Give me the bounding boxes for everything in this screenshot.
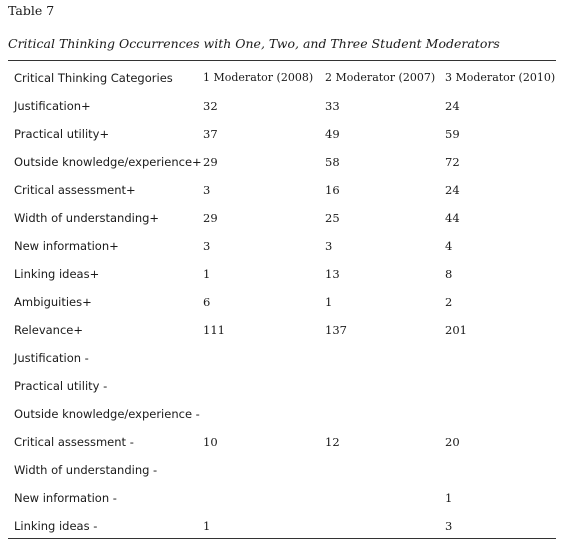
- category-cell: Practical utility -: [14, 379, 108, 393]
- table-row: [0, 209, 568, 229]
- table-row: [0, 293, 568, 313]
- table-row: [0, 377, 568, 397]
- category-cell: Relevance+: [14, 323, 83, 337]
- table-bottom-rule: [8, 538, 556, 539]
- table-title: Critical Thinking Occurrences with One, Two, and Three Student Moderators: [8, 36, 500, 51]
- value-cell-3-moderator: 20: [445, 435, 460, 449]
- category-cell: Practical utility+: [14, 127, 110, 141]
- table-row: [0, 181, 568, 201]
- column-header-category: Critical Thinking Categories: [14, 71, 173, 85]
- value-cell-2-moderator: 58: [325, 155, 340, 169]
- table-row: [0, 125, 568, 145]
- value-cell-2-moderator: 25: [325, 211, 340, 225]
- column-header-3-moderator: 3 Moderator (2010): [445, 71, 556, 84]
- value-cell-3-moderator: 8: [445, 267, 453, 281]
- value-cell-1-moderator: 37: [203, 127, 218, 141]
- table-row: [0, 461, 568, 481]
- category-cell: Critical assessment+: [14, 183, 136, 197]
- table-row: [0, 97, 568, 117]
- table-row: [0, 237, 568, 257]
- value-cell-2-moderator: 1: [325, 295, 333, 309]
- value-cell-3-moderator: 24: [445, 183, 460, 197]
- value-cell-3-moderator: 4: [445, 239, 453, 253]
- value-cell-3-moderator: 3: [445, 519, 453, 533]
- value-cell-2-moderator: 13: [325, 267, 340, 281]
- value-cell-1-moderator: 29: [203, 155, 218, 169]
- category-cell: Width of understanding+: [14, 211, 160, 225]
- category-cell: Ambiguities+: [14, 295, 92, 309]
- value-cell-2-moderator: 49: [325, 127, 340, 141]
- category-cell: New information+: [14, 239, 119, 253]
- value-cell-3-moderator: 2: [445, 295, 453, 309]
- value-cell-1-moderator: 3: [203, 239, 211, 253]
- category-cell: Critical assessment -: [14, 435, 134, 449]
- table-header-row: [0, 69, 568, 89]
- table-row: [0, 517, 568, 537]
- value-cell-3-moderator: 44: [445, 211, 460, 225]
- category-cell: Justification+: [14, 99, 91, 113]
- category-cell: New information -: [14, 491, 117, 505]
- table-row: [0, 489, 568, 509]
- value-cell-2-moderator: 12: [325, 435, 340, 449]
- column-header-2-moderator: 2 Moderator (2007): [325, 71, 436, 84]
- table-row: [0, 265, 568, 285]
- table-row: [0, 433, 568, 453]
- value-cell-1-moderator: 6: [203, 295, 211, 309]
- value-cell-2-moderator: 3: [325, 239, 333, 253]
- category-cell: Justification -: [14, 351, 89, 365]
- value-cell-2-moderator: 137: [325, 323, 347, 337]
- category-cell: Linking ideas+: [14, 267, 100, 281]
- table-row: [0, 405, 568, 425]
- table-row: [0, 349, 568, 369]
- value-cell-1-moderator: 32: [203, 99, 218, 113]
- value-cell-2-moderator: 33: [325, 99, 340, 113]
- category-cell: Linking ideas -: [14, 519, 98, 533]
- value-cell-3-moderator: 201: [445, 323, 467, 337]
- value-cell-3-moderator: 1: [445, 491, 453, 505]
- table-number: Table 7: [8, 3, 55, 18]
- value-cell-1-moderator: 1: [203, 519, 211, 533]
- value-cell-1-moderator: 10: [203, 435, 218, 449]
- category-cell: Outside knowledge/experience+: [14, 155, 202, 169]
- value-cell-3-moderator: 72: [445, 155, 460, 169]
- value-cell-1-moderator: 29: [203, 211, 218, 225]
- table-row: [0, 321, 568, 341]
- value-cell-1-moderator: 111: [203, 323, 225, 337]
- column-header-1-moderator: 1 Moderator (2008): [203, 71, 314, 84]
- table-row: [0, 153, 568, 173]
- category-cell: Width of understanding -: [14, 463, 158, 477]
- value-cell-1-moderator: 1: [203, 267, 211, 281]
- value-cell-3-moderator: 59: [445, 127, 460, 141]
- value-cell-2-moderator: 16: [325, 183, 340, 197]
- value-cell-1-moderator: 3: [203, 183, 211, 197]
- category-cell: Outside knowledge/experience -: [14, 407, 200, 421]
- value-cell-3-moderator: 24: [445, 99, 460, 113]
